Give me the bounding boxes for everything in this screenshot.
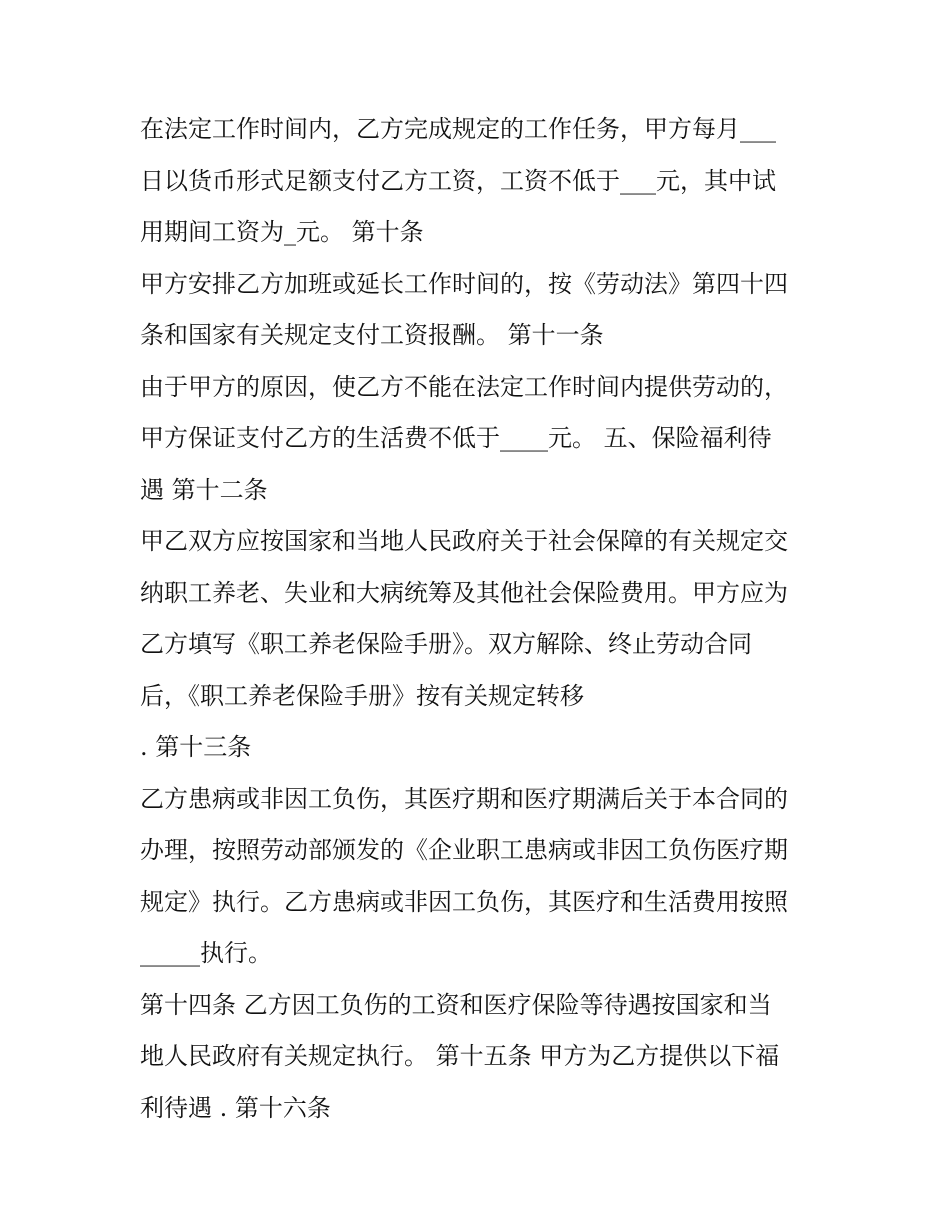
text-line: 办理，按照劳动部颁发的《企业职工患病或非因工负伤医疗期 bbox=[140, 836, 788, 864]
text-line: 地人民政府有关规定执行。 第十五条 甲方为乙方提供以下福 bbox=[140, 1042, 780, 1070]
text-line: 甲方保证支付乙方的生活费不低于____元。 五、保险福利待 bbox=[140, 424, 772, 452]
text-line: 后，《职工养老保险手册》按有关规定转移 bbox=[140, 681, 584, 710]
text-line: 乙方填写《职工养老保险手册》。双方解除、终止劳动合同 bbox=[140, 630, 752, 658]
text-line: 甲乙双方应按国家和当地人民政府关于社会保障的有关规定交 bbox=[140, 527, 788, 555]
text-line: 在法定工作时间内，乙方完成规定的工作任务，甲方每月___ bbox=[140, 115, 776, 143]
text-line: 甲方安排乙方加班或延长工作时间的，按《劳动法》第四十四 bbox=[140, 269, 788, 298]
text-line: _____执行。 bbox=[140, 939, 272, 967]
text-line: 乙方患病或非因工负伤，其医疗期和医疗期满后关于本合同的 bbox=[140, 784, 788, 813]
text-line: 遇 第十二条 bbox=[140, 475, 268, 504]
text-line: 第十四条 乙方因工负伤的工资和医疗保险等待遇按国家和当 bbox=[140, 990, 772, 1019]
text-line: 利待遇 . 第十六条 bbox=[140, 1093, 331, 1122]
text-line: 由于甲方的原因，使乙方不能在法定工作时间内提供劳动的， bbox=[140, 372, 788, 401]
text-line: 用期间工资为_元。 第十条 bbox=[140, 218, 424, 246]
text-line: 日以货币形式足额支付乙方工资，工资不低于___元，其中试 bbox=[140, 166, 776, 195]
text-line: 规定》执行。乙方患病或非因工负伤，其医疗和生活费用按照 bbox=[140, 887, 788, 916]
text-line: 条和国家有关规定支付工资报酬。 第十一条 bbox=[140, 321, 604, 349]
text-line: 纳职工养老、失业和大病统筹及其他社会保险费用。甲方应为 bbox=[140, 578, 788, 607]
contract-text bbox=[140, 104, 830, 1134]
text-line: . 第十三条 bbox=[140, 733, 252, 761]
